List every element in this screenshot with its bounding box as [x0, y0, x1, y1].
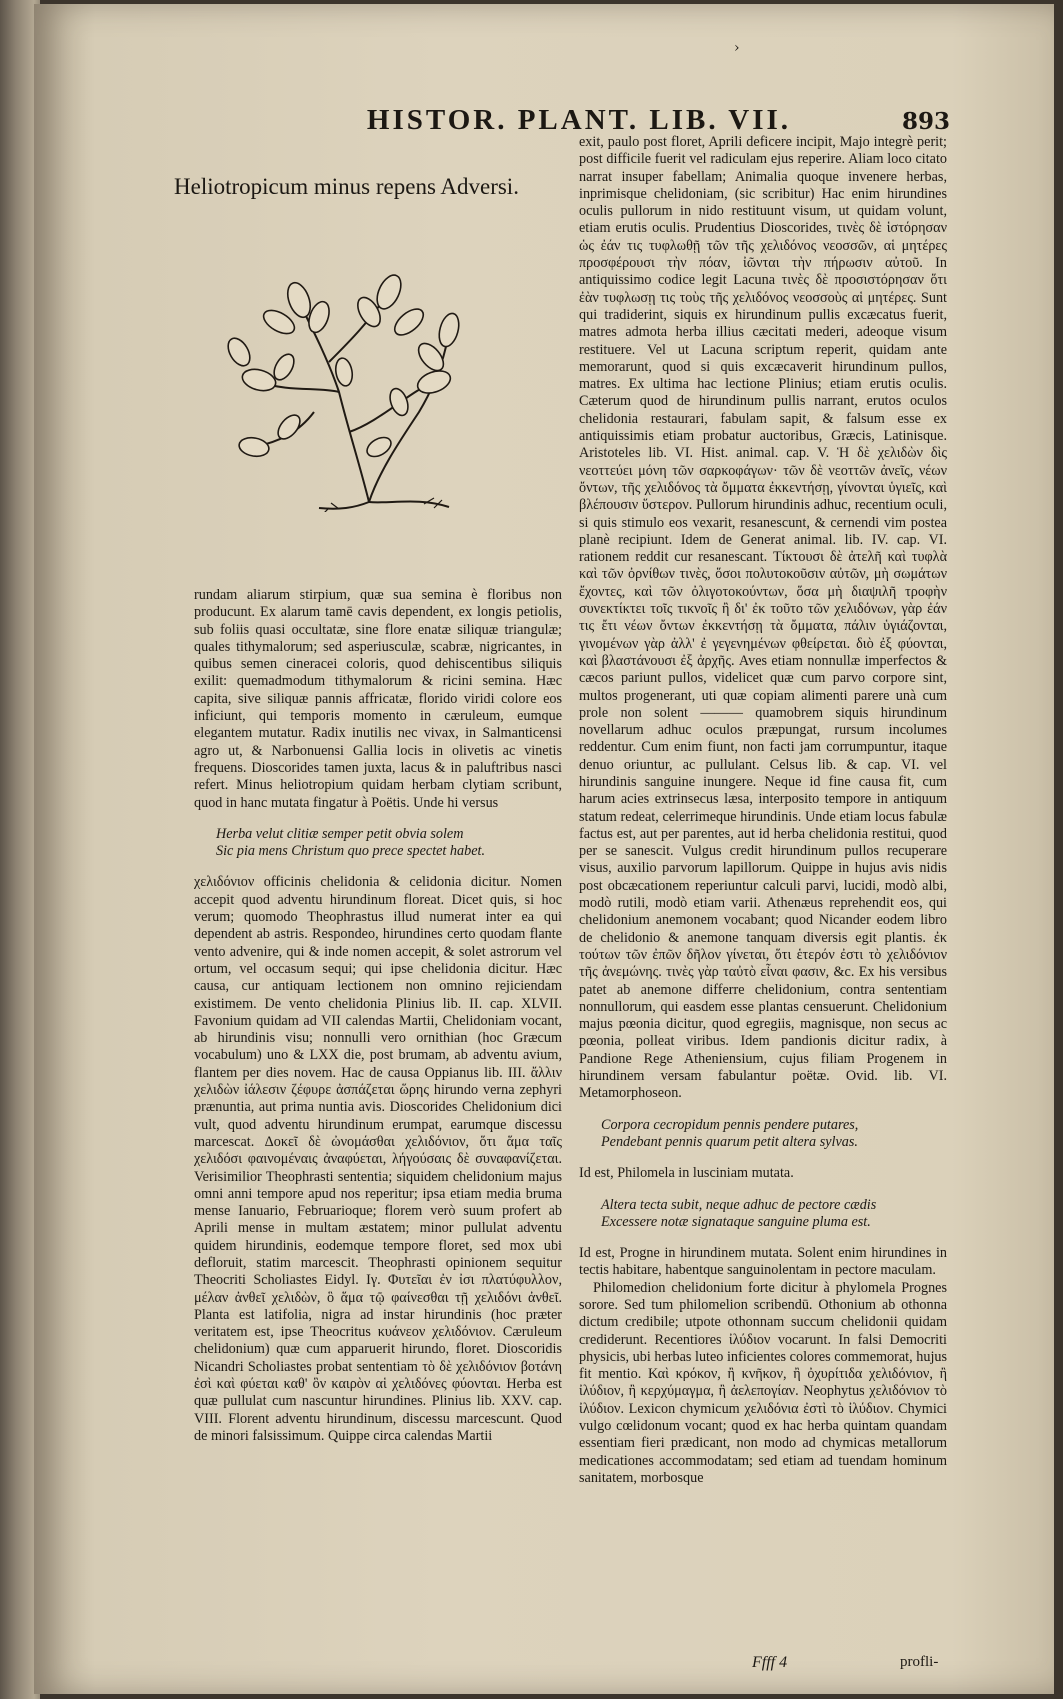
catchword: profli- — [900, 1654, 939, 1670]
plant-woodcut-illustration — [219, 272, 469, 512]
verse-line: Excessere notæ signataque sanguine pluma est. — [601, 1213, 871, 1230]
right-column — [579, 134, 947, 1487]
page-number: 893 — [902, 108, 951, 135]
page-mark: › — [734, 40, 740, 56]
verse-line: Altera tecta subit, neque adhuc de pectore cædis — [601, 1196, 877, 1213]
signature-mark: Ffff 4 — [752, 1654, 788, 1671]
paragraph: exit, paulo post floret, Aprili deficere incipit, Majo integrè perit; post difficile fuerit vel radiculam ejus reperire. Aliam loco citato narrat insuper fabellam; Animalia quoque invenere herbas, inprimisque chelidoniam, (sic scribitur) Hac enim hirundines oculis pullorum in nido restituunt visum, ut quidam volunt, etiam erutis oculis. Prudentius Dioscorides, τινὲς δὲ ἱστόρησαν ὡς ἐάν τις τυφλωθῇ τῶν τῆς χελιδόνος νεοσσῶν, αἱ μητέρες προσφέρουσι τὴν πόαν, ἰῶνται τὴν πήρωσιν αὐτοῦ. In antiquissimo codice legit Lacuna τινὲς δὲ προσιστόρησαν ὅτι ἐὰν τυφλωσῃ τις τοὺς τῆς χελιδόνος νεοσσοὺς αἱ μητέρες. Sunt qui tradiderint, siquis ex hirundinum pullis excæcatus fuerit, matres admota herba illius cæcitati mederi, adeoque visum restituere. Vel ut Lacuna scriptum reperit, quidam ante memorarunt, quod si quis excæcaverit hirundinum pullos, matres. Ex ultima hac lectione Plinius; etiam erutis oculis. Cæterum quod de hirundinum pullis narrant, erutos oculos chelidonia restaurari, fabulam sapit, & falsum esse ex antiquissimis etiam probatur auctoribus, Græcis, Latinisque. Aristoteles lib. VI. Hist. animal. cap. V. Ἡ δὲ χελιδὼν δὶς νεοττεύει μόνη τῶν σαρκοφάγων· τῶν δὲ νεοττῶν ἀνεῖς, νέων ὄντων, τῆς χελιδόνος τὰ ὄμματα ἐκκεντήσῃ, γίνονται ὑγιεῖς, καὶ βλέπουσιν ὕστερον. Pullorum hirundinis adhuc, recentium oculi, si quis stimulo eos vexarit, resanescunt, & cernendi vim postea planè recipiunt. Idem de Generat animal. lib. IV. cap. VI. rationem reddit cur resanescant. Τίκτουσι δὲ ἀτελῆ καὶ τυφλὰ καὶ τῶν ὀρνίθων τινὲς, ὅσοι πολυτοκοῦσιν αὐτῶν, μὴ σωμάτων ἔχοντες, καὶ τῶν ὀλιγοτοκούντων, ὅσα μὴ διαψιλῆ τροφὴν συνεκτίκτει τοῖς τικνοῖς ἢ δι' ἐκ τοῦτο τῶν χελιδόνων, γὰρ ἐάν τις ἔτι νέων ὄντων ἐκκεντήσῃ τὰ ὄμματα, πάλιν ὑγιάζονται, γινομένων γὰρ ἀλλ' ἐ γεγενημένων φθείρεται. διὸ ἐξ φύονται, καὶ βλαστάνουσι ἐξ ἀρχῆς. Aves etiam nonnullæ imperfectos & cæcos pariunt pullos, videlicet quæ cum parvo corpore sint, multos progenerant, uti quæ copiam alimenti parere unà cum prole non solent ——— quamobrem siquis hirundinum novellarum adhuc oculos præpungat, rursum incolumes reddentur. Cum enim fiunt, non facti jam corrumpuntur, itaque denuo oriuntur, ac pullulant. Celsus lib. & cap. VI. vel hirundinis sanguine inungere. Neque id fine causa fit, cum harum acies extrinsecus læsa, interposito tempore in antiquum statum redeat, celerrimeque hirundinis. Unde etiam locus fabulæ factus est, aut per parentes, aut id herba chelidonia restitui, quod per se sanescit. Vulgus credit hirundinum pullos recuperare visus, auxilio parvorum lapillorum. Quippe in hujus avis nidis post obcæcationem reperiuntur calculi parvi, lucidi, modò albi, modò rutili, modò etiam varii. Athenæus reprehendit eos, qui chelidonium anemonem vocabant; quod Nicander eodem libro de chelidonio & anemone tanquam diversis egit plantis. ἐκ τούτων τῶν ἐπῶν δῆλον γίνεται, ὅτι ἑτερόν ἐστι τὸ χελιδόνιον τῆς ἀνεμώνης. τινὲς γὰρ ταὐτὸ εἶναι φασιν, &c. Ex his versibus patet ab anemone differre chelidonium, contra sententiam nonnullorum, qui easdem esse plantas censuerunt. Chelidonium majus pœonia dicitur, quod egregiis, magnisque, non secus ac pœonia, polleat viribus. Idem pandionis dicitur radix, à Pandione Rege Atheniensium, cujus filiam Progenem in hirundinem versam fabulantur poëtæ. Ovid. lib. VI. Metamorphoseon. — [579, 134, 947, 1102]
verse-line: Herba velut clitiæ semper petit obvia solem — [216, 825, 464, 842]
verse-line: Pendebant pennis quarum petit altera sylvas. — [601, 1133, 858, 1150]
paragraph: χελιδόνιον officinis chelidonia & celidonia dicitur. Nomen accepit quod adventu hirundinum floreat. Dicet quis, si hoc verum; quomodo Theophrastus illud numerat inter ea qui dependent ab astris. Respondeo, hirundines certo quodam flante vento advenire, qui & inde nomen accepit, & solet astrorum vel ortum, vel occasum sequi; qui ipse chelidonia dicitur. Hæc causa, cur antiquam lectionem non omnino rejiciendam existimem. De vento chelidonia Plinius lib. II. cap. XLVII. Favonium quidam ad VII calendas Martii, Chelidoniam vocant, ab hirundinis visu; nonnulli vero ornithian (hoc Græcum vocabulum) uno & LXX die, post brumam, ab adventu avium, flantem per dies novem. Hac de causa Oppianus lib. III. ἄλλιν χελιδὼν ἰάλεσιν ζέφυρε ἀσπάζεται ὥρης hirundo verna zephyri prænuntia, aut prima nuntia avis. Dioscorides Chelidonium dici vult, quod adventu hirundinum erumpat, earumque discessu marcescat. Δοκεῖ δὲ ὠνομάσθαι χελιδόνιον, ὅτι ἅμα ταῖς χελιδόσι φαινομέναις ἀναφύεται, λήγούσαις δὲ συναφανίζεται. Verisimilior Theophrasti sententia; siquidem chelidonium majus omni anni tempore apud nos reperitur; ipsa etiam media bruma mense Ianuario, Februarioque; florem verò suum profert ab Aprili mense in multam æstatem; minor pullulat adventu quidem hirundinis, eodemque tempore floret, sed mox ubi defloruit, statim marcescit. Theophrasti opinionem sequitur Theocriti Scholiastes Eidyl. Ιγ. Φυτεῖαι ἐν ἰσι πλατύφυλλον, μέλαν ἀνθεῖ χελιδὼν, ὃ ἅμα τῷ φαίνεσθαι τῇ χελιδόνι ἀνθεῖ. Planta est latifolia, nigra ad instar hirundinis (hoc præter veritatem est, ipse Theocritus κυάνεον χελιδόνιον. Cæruleum chelidonium) quæ cum apparuerit hirundo, floret. Dioscoridis Nicandri Scholiastes probat sententiam τὸ δὲ χελιδόνιον βοτάνη ἐσὶ καὶ φύεται καθ' ὃν καιρὸν αἱ χελιδόνες φύονται. Herba est quæ pullulat cum nascuntur hirundines. Plinius lib. XXV. cap. VIII. Florent adventu hirundinum, discessu marcescunt. Quod de minori falsissimum. Quippe circa calendas Martii — [194, 874, 562, 1444]
paragraph: Id est, Progne in hirundinem mutata. Solent enim hirundines in tectis habitare, habentque sanguinolentam in pectore maculam. — [579, 1245, 947, 1279]
paragraph: Id est, Philomela in lusciniam mutata. — [579, 1165, 794, 1182]
left-column — [194, 587, 562, 1445]
running-head: HISTOR. PLANT. LIB. VII. — [366, 104, 792, 136]
paragraph: Philomedion chelidonium forte dicitur à phylomela Prognes sorore. Sed tum philomelion scribendū. Othonium ab othonna dictum credibile; utpote othonnam succum chelidonii quidam crediderunt. Recentiores ἰλύδιον vocarunt. In falsi Democriti physicis, ubi herbas luteo inficientes colores commemorat, hujus fit mentio. Καὶ κρόκον, ἢ κνῆκον, ἢ ὀχυρίτιδα χελιδόνιον, ἢ ἰλύδιον, ἢ κερχύμαγμα, ἢ ἀελεπογίαν. Neophytus χελιδόνιον τὸ ἰλύδιον. Lexicon chymicum χελιδόνια ἐστὶ τὸ ἰλύδιον. Chymici vulgo cœlidonum vocant; quod ex hac herba quintam quandam essentiam fieri prædicant, non modo ad chymicas metallorum medicationes accommodatam; sed etiam ad tuendam hominum sanitatem, morbosque — [579, 1279, 947, 1486]
page — [34, 4, 1054, 1694]
verse-line: Corpora cecropidum pennis pendere putares, — [601, 1116, 859, 1133]
paragraph: rundam aliarum stirpium, quæ sua semina è floribus non producunt. Ex alarum tamē cavis dependent, ex longis petiolis, sub foliis quasi occultatæ, sine flore enatæ siliquæ triangulæ; quales tithymalorum; sed asperiusculæ, scabræ, nigricantes, in quibus semen cineracei coloris, quod dehiscentibus siliquis exilit: quemadmodum tithymalorum & ricini semina. Hæc capita, sive siliquæ pannis affricatæ, florido viridi colore eos inficiunt, qui temporis momento in cæruleum, eumque elegantem mutatur. Radix inutilis nec vivax, in Salmanticensi agro ut, & Narbonuensi Gallia locis in olivetis ac vinetis frequens. Dioscorides tamen juxta, lacus & in paluftribus nasci refert. Minus heliotropium quidam herbam clytiam scribunt, quod in hanc mutata fingatur à Poëtis. Unde hi versus — [194, 587, 562, 811]
figure-title: Heliotropicum minus repens Adversi. — [174, 174, 519, 199]
verse-line: Sic pia mens Christum quo prece spectet habet. — [216, 843, 485, 860]
